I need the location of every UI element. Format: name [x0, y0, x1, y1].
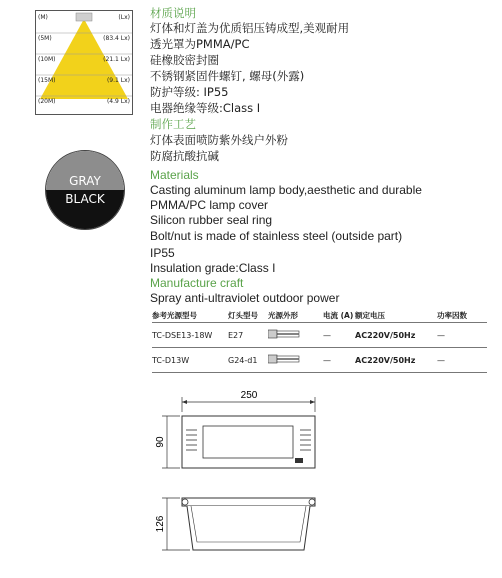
light-distribution-panel: [35, 10, 133, 115]
panel-row: (10M) (21.1 Lx): [38, 56, 130, 63]
en-line: Insulation grade:Class I: [150, 261, 276, 275]
cn-line: 透光罩为PMMA/PC: [150, 37, 250, 51]
table-header: 参考光源型号 灯头型号 光源外形 电流 (A) 额定电压 功率因数: [152, 310, 467, 320]
finish-color-disc: [45, 150, 125, 230]
panel-row: (15M) (9.1 Lx): [38, 77, 130, 84]
en-line: Casting aluminum lamp body,aesthetic and durable: [150, 183, 422, 197]
table-row: TC-DSE13-18W E27 — AC220V/50Hz —: [152, 322, 487, 347]
depth-dimension-label: 126: [155, 515, 166, 533]
en-line: IP55: [150, 246, 175, 260]
cn-line: 硅橡胶密封圈: [150, 53, 219, 67]
table-row: TC-D13W G24-d1 — AC220V/50Hz —: [152, 347, 487, 373]
en-materials-title: Materials: [150, 168, 199, 182]
width-dimension-label: 250: [240, 390, 258, 401]
height-dimension-label: 90: [155, 436, 166, 448]
cn-line: 灯体和灯盖为优质铝压铸成型,美观耐用: [150, 21, 350, 35]
lamp-shape-icon: [268, 353, 323, 367]
cn-craft-title: 制作工艺: [150, 117, 196, 131]
en-line: PMMA/PC lamp cover: [150, 198, 269, 212]
cn-craft-line: 防腐抗酸抗碱: [150, 149, 219, 163]
cn-line: 电器绝缘等级:Class I: [150, 101, 261, 115]
panel-row: (5M) (83.4 Lx): [38, 35, 130, 42]
finish-black-label: BLACK: [46, 190, 124, 229]
cn-craft-line: 灯体表面喷防紫外线户外粉: [150, 133, 288, 147]
cn-materials-title: 材质说明: [150, 6, 196, 20]
spec-table: [152, 308, 487, 373]
technical-drawing: [145, 390, 345, 575]
en-craft-title: Manufacture craft: [150, 276, 244, 290]
en-craft-line: Spray anti-ultraviolet outdoor power: [150, 291, 340, 305]
en-line: Silicon rubber seal ring: [150, 213, 273, 227]
cn-line: 防护等级: IP55: [150, 85, 229, 99]
en-line: Bolt/nut is made of stainless steel (outside part): [150, 229, 403, 243]
panel-row: (20M) (4.9 Lx): [38, 98, 130, 105]
finish-gray-label: GRAY: [46, 151, 124, 190]
cn-line: 不锈钢紧固件螺钉, 螺母(外露): [150, 69, 305, 83]
panel-row: (M) (Lx): [38, 14, 130, 21]
lamp-shape-icon: [268, 328, 323, 342]
